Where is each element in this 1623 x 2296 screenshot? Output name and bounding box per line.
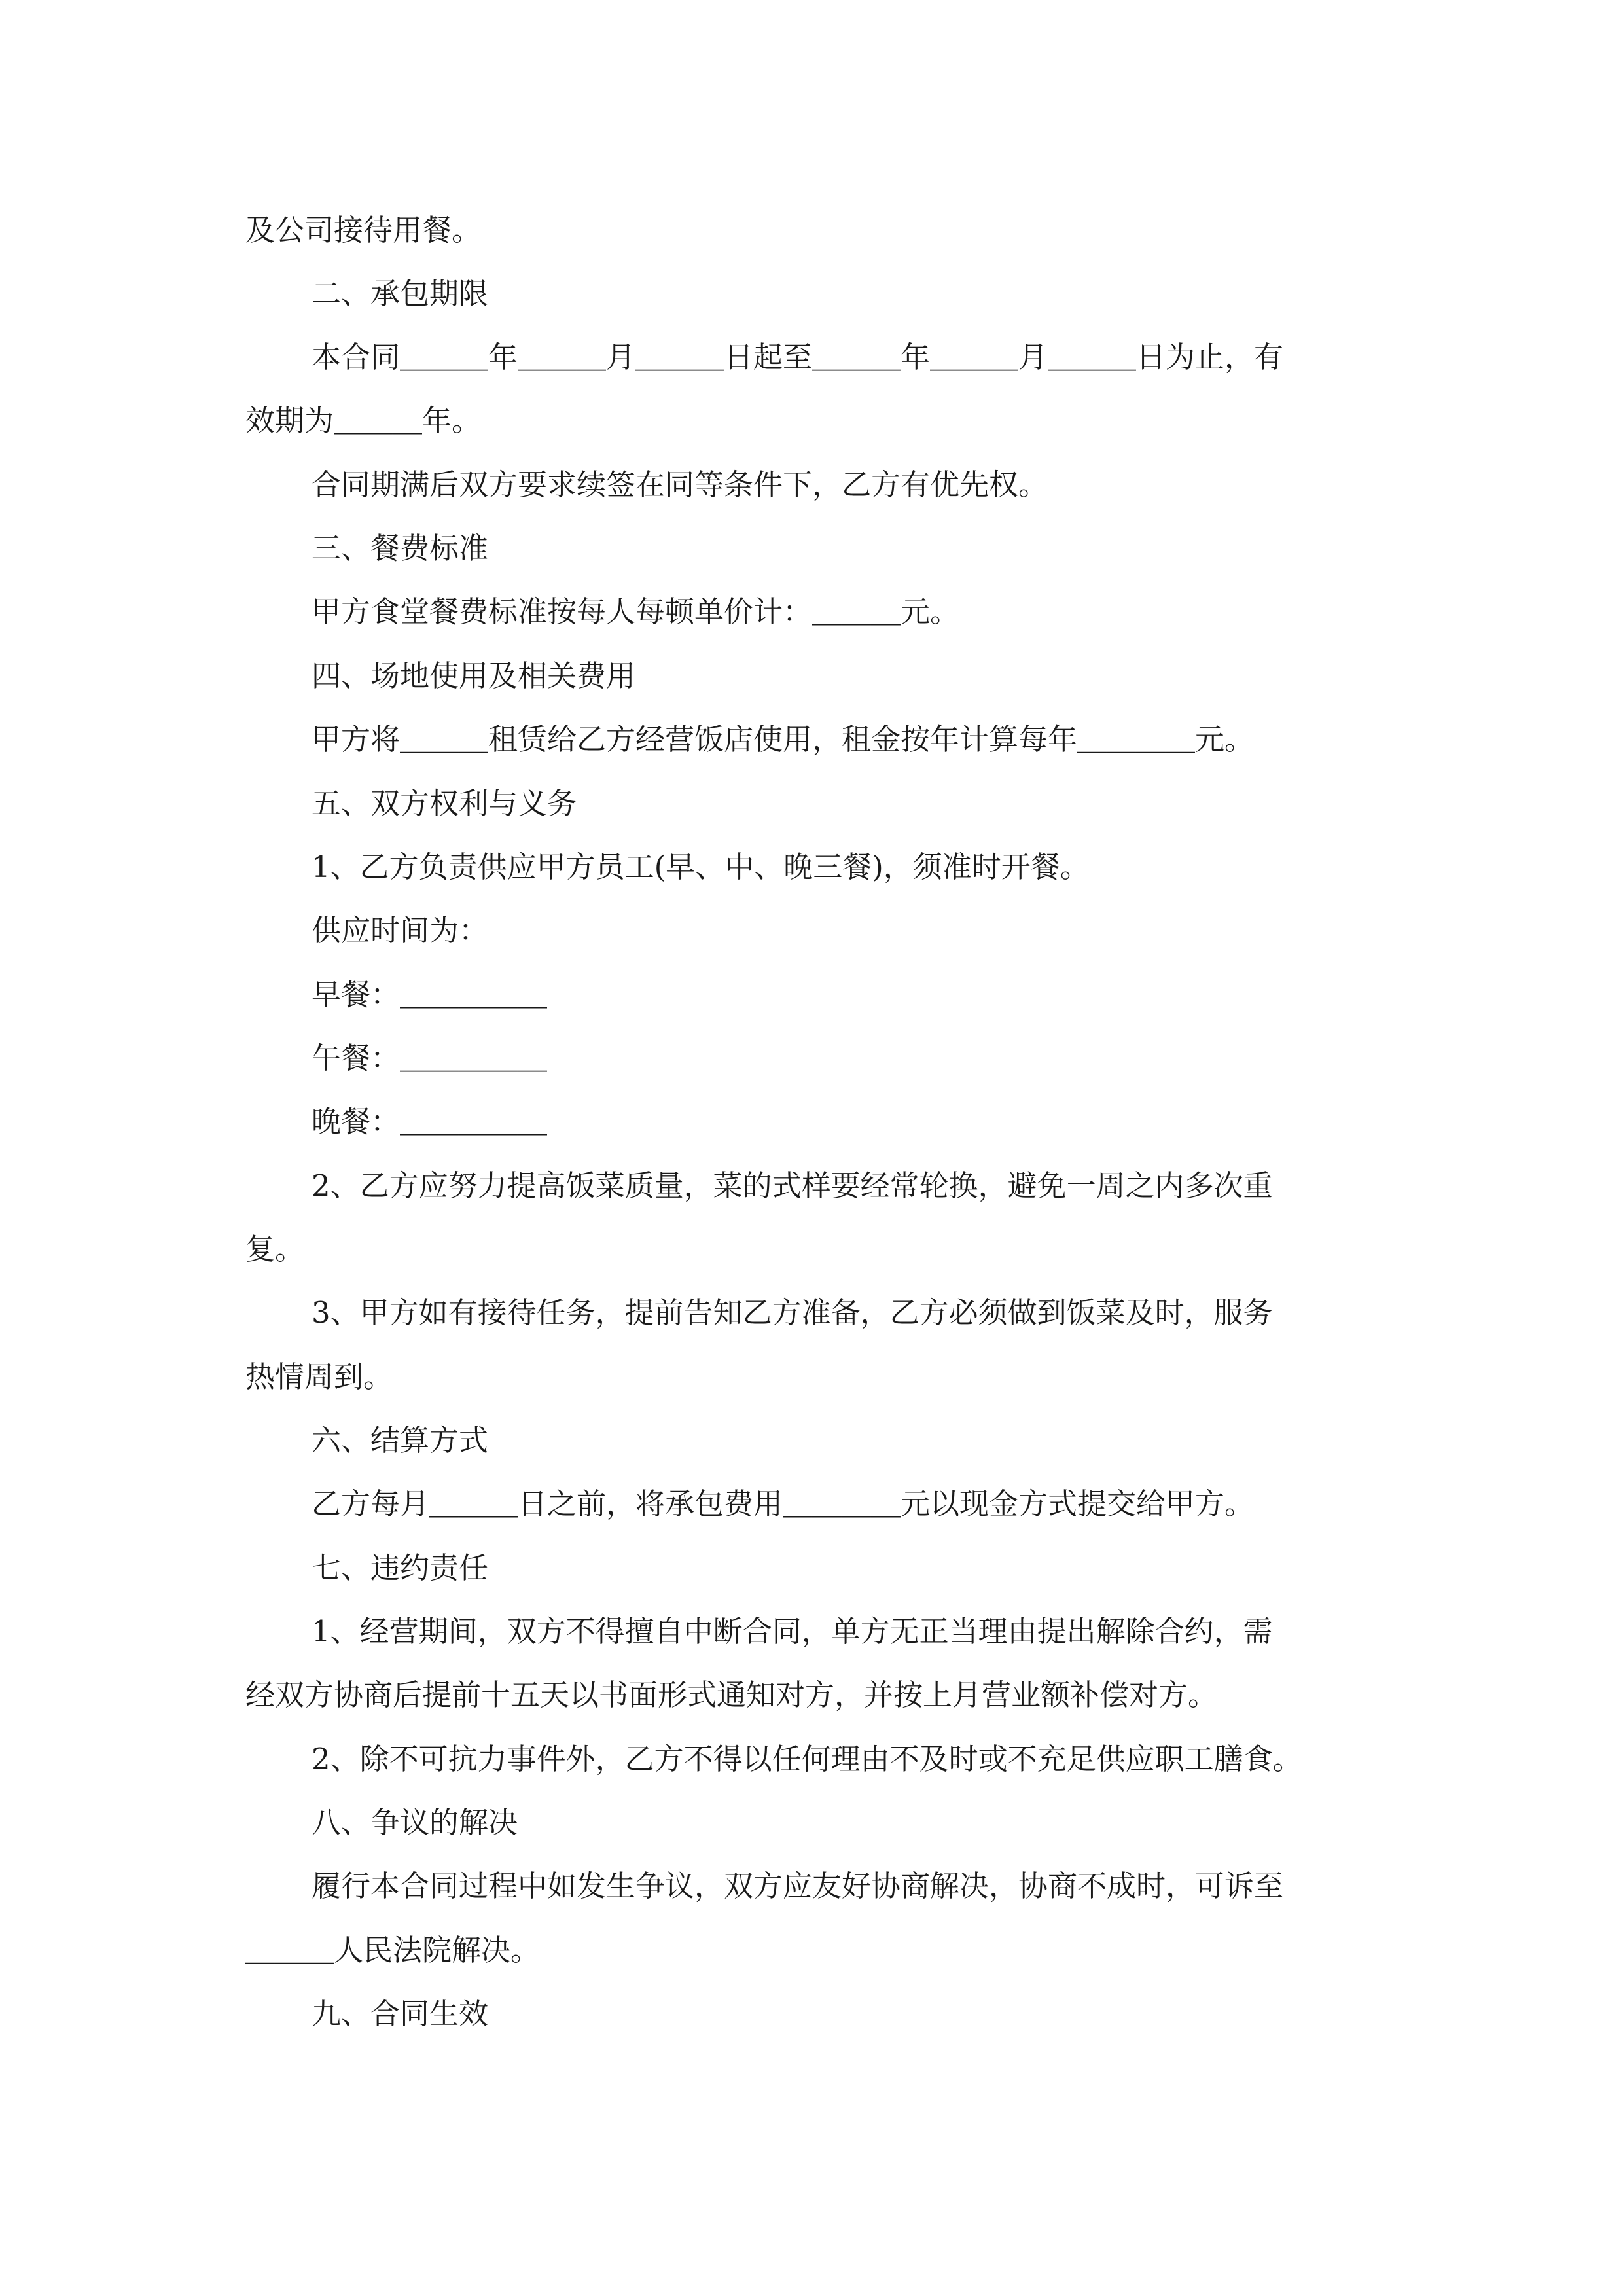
text-line: 合同期满后双方要求续签在同等条件下，乙方有优先权。 (312, 467, 1048, 502)
section-heading: 五、双方权利与义务 (312, 786, 577, 821)
text-line: 经双方协商后提前十五天以书面形式通知对方，并按上月营业额补偿对方。 (245, 1677, 1218, 1712)
section-heading: 八、争议的解决 (312, 1805, 518, 1840)
text-line: 复。 (245, 1232, 305, 1266)
section-heading: 九、合同生效 (312, 1996, 489, 2031)
section-heading: 六、结算方式 (312, 1423, 489, 1458)
text-line: 甲方将＿＿＿租赁给乙方经营饭店使用，租金按年计算每年＿＿＿＿元。 (312, 722, 1255, 757)
text-line: 早餐：＿＿＿＿＿ (312, 977, 548, 1012)
section-heading: 四、场地使用及相关费用 (312, 658, 636, 693)
text-line: 甲方食堂餐费标准按每人每顿单价计：＿＿＿元。 (312, 594, 960, 629)
text-line: 热情周到。 (245, 1359, 393, 1394)
text-line: 供应时间为： (312, 913, 489, 948)
text-line: 晚餐：＿＿＿＿＿ (312, 1104, 548, 1139)
text-line: 履行本合同过程中如发生争议，双方应友好协商解决，协商不成时，可诉至 (312, 1869, 1284, 1903)
text-line: 3、甲方如有接待任务，提前告知乙方准备，乙方必须做到饭菜及时，服务 (312, 1295, 1273, 1330)
text-line: 效期为＿＿＿年。 (245, 403, 482, 438)
text-line: 1、乙方负责供应甲方员工(早、中、晚三餐)，须准时开餐。 (312, 850, 1090, 884)
text-line: 2、除不可抗力事件外，乙方不得以任何理由不及时或不充足供应职工膳食。 (312, 1742, 1302, 1776)
text-line: 乙方每月＿＿＿日之前，将承包费用＿＿＿＿元以现金方式提交给甲方。 (312, 1486, 1255, 1521)
section-heading: 三、餐费标准 (312, 531, 489, 565)
section-heading: 二、承包期限 (312, 276, 489, 311)
section-heading: 七、违约责任 (312, 1551, 489, 1585)
text-line: 午餐：＿＿＿＿＿ (312, 1041, 548, 1075)
text-line: 及公司接待用餐。 (245, 213, 482, 247)
text-line: 本合同＿＿＿年＿＿＿月＿＿＿日起至＿＿＿年＿＿＿月＿＿＿日为止，有 (312, 340, 1284, 374)
text-line: ＿＿＿人民法院解决。 (245, 1933, 541, 1967)
text-line: 1、经营期间，双方不得擅自中断合同，单方无正当理由提出解除合约，需 (312, 1614, 1273, 1649)
text-line: 2、乙方应努力提高饭菜质量，菜的式样要经常轮换，避免一周之内多次重 (312, 1168, 1273, 1203)
